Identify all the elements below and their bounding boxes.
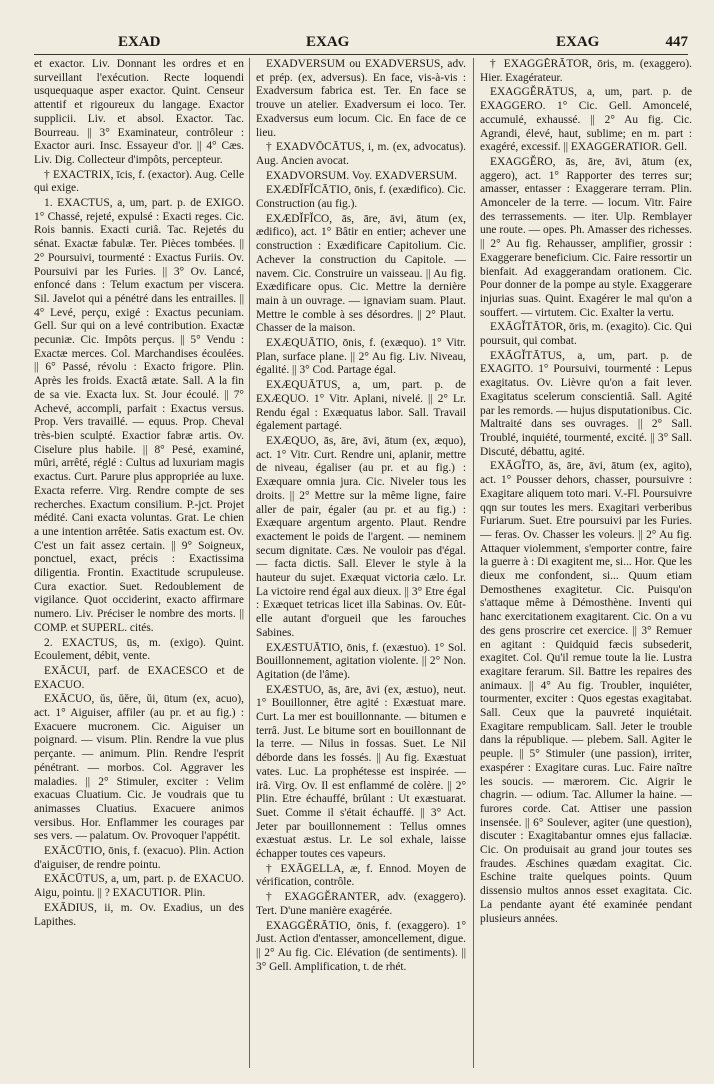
dictionary-entry: EXĀGĬTĀTOR, ōris, m. (exagito). Cic. Qui poursuit, qui combat. bbox=[480, 321, 692, 348]
dictionary-entry: † EXĀGELLA, æ, f. Ennod. Moyen de vérification, contrôle. bbox=[256, 862, 466, 889]
dictionary-entry: EXÆQUO, ās, āre, āvi, ātum (ex, æquo), act. 1° Vitr. Curt. Rendre uni, aplanir, mettre de niveau, égaliser (au pr. et au fig.) : Exæquare omnia jura. Cic. Niveler tous les droits. || 2° Mettre sur la même ligne, faire aller de pair, égaler (au pr. et au fig.) : Exæquare argentum argento. Plaut. Rendre exactement le poids de l'argent. — neminem secum dignitate. Cæs. Ne vouloir pas d'égal. — facta dictis. Sall. Elever le style à la hauteur du sujet. Exæquat victoria cælo. Lr. La victoire rend égal aux dieux. || 3° Etre égal : Exæquet tetricas licet illa Sabinas. Ov. Eût-elle autant d'orgueil que les farouches Sabines. bbox=[256, 434, 466, 639]
dictionary-entry: EXADVERSUM ou EXADVERSUS, adv. et prép. (ex, adversus). En face, vis-à-vis : Exadversum fabrica est. Ter. En face se trouve un atelier. Exadversum ei loco. Ter. Exadversus eum locum. Cic. En face de ce lieu. bbox=[256, 58, 466, 139]
dictionary-entry: EXÆSTUO, ās, āre, āvi (ex, æstuo), neut. 1° Bouillonner, être agité : Exæstuat mare. Curt. La mer est bouillonnante. — bitumen e terrâ. Just. Le bitume sort en bouillonnant de la terre. — Nilus in fossas. Suet. Le Nil déborde dans les fossés. || Au fig. Exæstuat vates. Luc. La prophétesse est inspirée. — irâ. Virg. Ov. Il est enflammé de colère. || 2° Plin. Etre échauffé, brûlant : Ut exæstuarat. Suet. Comme il s'était échauffé. || 3° Act. Jeter par bouillonnement : Tellus omnes exæstuat æstus. Lr. Le sol exhale, laisse échapper toutes ces vapeurs. bbox=[256, 683, 466, 861]
dictionary-entry: EXADVORSUM. Voy. EXADVERSUM. bbox=[266, 169, 457, 182]
column-right bbox=[480, 58, 692, 1068]
dictionary-entry: EXAGGĔRĀTUS, a, um, part. p. de EXAGGERO. 1° Cic. Gell. Amoncelé, accumulé, exhaussé. || 2° Au fig. Cic. Agrandi, élevé, haut, sublime; en m. part : exagéré, excessif. || EXAGGERATIOR. Gell. bbox=[480, 86, 692, 154]
dictionary-entry: EXĀCUO, ŭs, ŭĕre, ŭi, ūtum (ex, acuo), act. 1° Aiguiser, affiler (au pr. et au fig.) : Exacuere mucronem. Cic. Aiguiser un poignard. — visum. Plin. Rendre la vue plus perçante. — animum. Plin. Rendre l'esprit pénétrant. — morbos. Col. Aggraver les maladies. || 2° Stimuler, exciter : Velim exacuas Cluatium. Cic. Je voudrais que tu animasses Cluatius. Exacuere animos versibus. Hor. Enflammer les courages par ses vers. — palatum. Ov. Provoquer l'appétit. bbox=[34, 693, 244, 843]
dictionary-entry: † EXADVŌCĀTUS, i, m. (ex, advocatus). Aug. Ancien avocat. bbox=[256, 141, 466, 167]
dictionary-entry: † EXAGGĔRĀTOR, ōris, m. (exaggero). Hier. Exagérateur. bbox=[480, 58, 692, 84]
dictionary-entry: EXÆDĬFĬCO, ās, āre, āvi, ātum (ex, ædifico), act. 1° Bâtir en entier; achever une construction : Exædificare Capitolium. Cic. Achever la construction du Capitole. — navem. Cic. Construire un vaisseau. || Au fig. Exædificare opus. Cic. Mettre la dernière main à un ouvrage. — ignaviam suam. Plaut. Mettre le comble à ses désordres. || 2° Plaut. Chasser de la maison. bbox=[256, 212, 466, 335]
dictionary-entry: EXÆSTUĀTIO, ōnis, f. (exæstuo). 1° Sol. Bouillonnement, agitation violente. || 2° Non. Agitation (de l'âme). bbox=[256, 641, 466, 681]
dictionary-entry: EXÆQUĀTIO, ōnis, f. (exæquo). 1° Vitr. Plan, surface plane. || 2° Au fig. Liv. Niveau, égalité. || 3° Cod. Partage égal. bbox=[256, 337, 466, 377]
dictionary-entry: EXĀCŪTIO, ōnis, f. (exacuo). Plin. Action d'aiguiser, de rendre pointu. bbox=[34, 845, 244, 871]
dictionary-entry: EXÆDĬFĬCĀTIO, ōnis, f. (exædifico). Cic. Construction (au fig.). bbox=[256, 184, 466, 211]
dictionary-entry: EXĀGĬTĀTUS, a, um, part. p. de EXAGITO. 1° Poursuivi, tourmenté : Lepus exagitatus. Ov. Lièvre qu'on a fait lever. Exagitatus scelerum conscientiâ. Sall. Agité par les remords. — hujus disputationibus. Cic. Maltraité dans ses ouvrages. || 2° Sall. Troublé, inquiété, tourmenté, excité. || 3° Sall. Discuté, débattu, agité. bbox=[480, 349, 692, 458]
dictionary-entry: et exactor. Liv. Donnant les ordres et en surveillant l'exécution. Recte loquendi usquequaque asper exactor. Quint. Censeur attentif et rigoureux du langage. Exactor supplicii. Liv. et absol. Exactor. Tac. Bourreau. || 3° Examinateur, contrôleur : Exactor auri. Insc. Essayeur d'or. || 4° Cæs. Liv. Dig. Collecteur d'impôts, percepteur. bbox=[34, 58, 244, 166]
header-left-word: EXAD bbox=[118, 34, 161, 50]
column-center bbox=[256, 58, 466, 1068]
dictionary-entry: 1. EXACTUS, a, um, part. p. de EXIGO. 1° Chassé, rejeté, expulsé : Exacti reges. Cic. Rois bannis. Exacti curiâ. Tac. Rejetés du sénat. Exactæ fabulæ. Ter. Pièces tombées. || 2° Poursuivi, tourmenté : Exactus Furiis. Ov. Poursuivi par les Furies. || 3° Ov. Lancé, enfoncé dans : Telum exactum per viscera. Sil. Javelot qui a pénétré dans les entrailles. || 4° Levé, perçu, exigé : Exactus pecuniam. Gell. Sur qui on a levé contribution. Exactæ pecuniæ. Cic. Impôts perçus. || 5° Vendu : Exactæ merces. Col. Marchandises écoulées. || 6° Passé, révolu : Exacto frigore. Plin. Après les froids. Exactâ ætate. Sall. A la fin de sa vie. Exacta lux. St. Jour écoulé. || 7° Achevé, accompli, parfait : Exactus versus. Prop. Vers travaillé. — equus. Prop. Cheval très-bien sculpté. Exactior fabræ artis. Ov. Ciselure plus habile. || 8° Pesé, examiné, mûri, arrêté, réglé : Cultus ad luxuriam magis exactus. Curt. Parure plus appropriée au luxe. Exacta referre. Virg. Rendre compte de ses recherches. Exactum consilium. P.-jct. Projet médité. Cani exacta voluntas. Grat. Le chien a une intention arrêtée. Satis exactum est. Ov. C'est un fait assez certain. || 9° Soigneux, ponctuel, exact, précis : Exactissima diligentia. Frontin. Exactitude scrupuleuse. Cura exactior. Suet. Redoublement de vigilance. Quot occiderint, exacto affirmare numero. Liv. Préciser le nombre des morts. || COMP. et SUPERL. cités. bbox=[34, 197, 244, 634]
dictionary-entry: EXÆQUĀTUS, a, um, part. p. de EXÆQUO. 1° Vitr. Aplani, nivelé. || 2° Lr. Rendu égal : Exæquatus labor. Sall. Travail également partagé. bbox=[256, 379, 466, 433]
column-divider-1 bbox=[249, 58, 250, 1068]
page-number: 447 bbox=[665, 34, 688, 50]
column-left bbox=[34, 58, 244, 1068]
dictionary-entry: EXĀCUI, parf. de EXACESCO et de EXACUO. bbox=[34, 664, 244, 691]
dictionary-entry: EXĀGĬTO, ās, āre, āvi, ātum (ex, agito), act. 1° Pousser dehors, chasser, poursuivre : Exagitare aliquem toto mari. V.-Fl. Poursuivre qqn sur toutes les mers. Exagitari verberibus Furiarum. Suet. Etre poursuivi par les Furies. — feras. Ov. Chasser les voleurs. || 2° Au fig. Attaquer violemment, s'emporter contre, faire la guerre à : Di exagitent me, si... Hor. Que les dieux me confondent, si... Quum etiam Demosthenes exagitetur. Cic. Puisqu'on s'attaque même à Démosthène. Inventi qui hanc exercitationem exagitarent. Cic. On a vu des gens proscrire cet exercice. || 3° Remuer en agitant : Quidquid fæcis subsederit, exagitet. Col. Qu'il remue toute la lie. Lustra exagitare ferarum. Sil. Battre les repaires des animaux. || 4° Au fig. Troubler, inquiéter, tourmenter, exciter : Quos egestas exagitabat. Sall. Ceux que la pauvreté inquiétait. Exagitare rempublicam. Sall. Jeter le trouble dans la république. — plebem. Sall. Agiter le peuple. || 5° Stimuler (une passion), irriter, exaspérer : Exagitare curas. Luc. Faire naître les soucis. — mærorem. Cic. Aigrir le chagrin. — odium. Tac. Allumer la haine. — furores corde. Cat. Attiser une passion insensée. || 6° Soulever, agiter (une question), discuter : Exagitabantur omnes ejus fallaciæ. Cic. On produisait au grand jour toutes ses fraudes. Æschines quædam exagitat. Cic. Eschine traite quelques points. Quum dissensio multos annos esset exagitata. Cic. La pendante ayant été examinée pendant plusieurs années. bbox=[480, 460, 692, 925]
header-right-word: EXAG bbox=[556, 34, 600, 50]
header-center-word: EXAG bbox=[306, 34, 350, 50]
column-divider-2 bbox=[473, 58, 474, 1068]
dictionary-entry: EXĀDIUS, ii, m. Ov. Exadius, un des Lapithes. bbox=[34, 901, 244, 928]
dictionary-entry: † EXACTRIX, īcis, f. (exactor). Aug. Celle qui exige. bbox=[34, 168, 244, 195]
dictionary-entry: † EXAGGĔRANTER, adv. (exaggero). Tert. D'une manière exagérée. bbox=[256, 891, 466, 917]
dictionary-entry: EXĀCŪTUS, a, um, part. p. de EXACUO. Aigu, pointu. || ? EXACUTIOR. Plin. bbox=[34, 873, 244, 900]
dictionary-entry: EXAGGĔRO, ās, āre, āvi, ātum (ex, aggero), act. 1° Rapporter des terres sur; amasser, entasser : Exaggerare terram. Plin. Amonceler de la terre. — locum. Vitr. Faire des terrassements. — iter. Ulp. Remblayer une route. — opes. Ph. Amasser des richesses. || 2° Au fig. Rehausser, amplifier, grossir : Exaggerare beneficium. Cic. Faire ressortir un bienfait. Ad exaggerandam orationem. Cic. Pour donner de la pompe au style. Exaggerare injurias suas. Quint. Exagérer le mal qu'on a souffert. — virtutem. Cic. Exalter la vertu. bbox=[480, 155, 692, 319]
header-rule bbox=[34, 54, 688, 55]
dictionary-entry: EXAGGĔRĀTIO, ōnis, f. (exaggero). 1° Just. Action d'entasser, amoncellement, digue. || 2° Au fig. Cic. Elévation (de sentiments). || 3° Gell. Amplification, t. de rhét. bbox=[256, 919, 466, 973]
running-header bbox=[34, 34, 688, 54]
dictionary-entry: 2. EXACTUS, ūs, m. (exigo). Quint. Ecoulement, débit, vente. bbox=[34, 636, 244, 663]
